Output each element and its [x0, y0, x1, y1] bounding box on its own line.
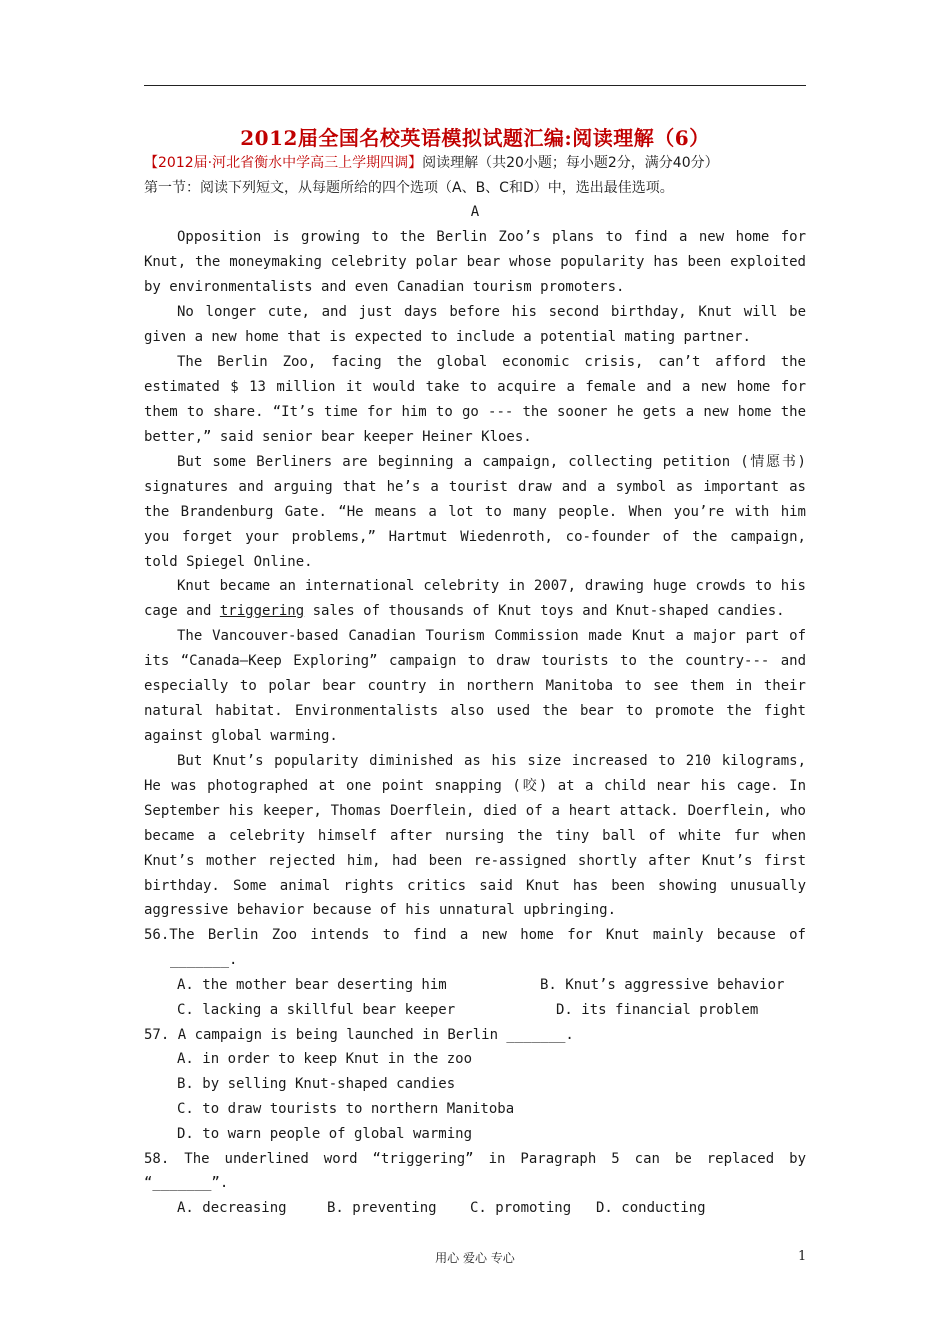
source-description: 阅读理解（共20小题；每小题2分，满分40分） [422, 155, 719, 171]
passage-line: its “Canada—Keep Exploring” campaign to draw tourists to the country--- and [144, 653, 806, 669]
question-57-option-b: B. by selling Knut-shaped candies [177, 1076, 456, 1092]
question-58-option-d: D. conducting [596, 1200, 706, 1216]
passage-line: Opposition is growing to the Berlin Zoo’s plans to find a new home for [177, 229, 806, 245]
question-56-stem: 56.The Berlin Zoo intends to find a new home for Knut mainly because of [144, 927, 806, 943]
passage-line: The Vancouver-based Canadian Tourism Commission made Knut a major part of [177, 628, 806, 644]
page-number: 1 [798, 1249, 807, 1264]
question-56-option-b: B. Knut’s aggressive behavior [540, 977, 785, 993]
passage-line: became a celebrity himself after nursing the tiny ball of white fur when [144, 828, 806, 844]
passage-fragment: cage and [144, 603, 220, 619]
passage-line: aggressive behavior because of his unnatural upbringing. [144, 902, 617, 918]
passage-line: by environmentalists and even Canadian tourism promoters. [144, 279, 625, 295]
passage-line [144, 600, 806, 622]
source-tag: 【2012届·河北省衡水中学高三上学期四调】 [144, 155, 423, 171]
passage-line: He was photographed at one point snapping (咬) at a child near his cage. In [144, 778, 806, 794]
page-footer: 用心 爱心 专心 [435, 1251, 515, 1265]
source-line [144, 152, 814, 172]
passage-line: But some Berliners are beginning a campaign, collecting petition (情愿书) [177, 454, 806, 470]
question-57-option-d: D. to warn people of global warming [177, 1126, 473, 1142]
page-title: 2012届全国名校英语模拟试题汇编:阅读理解（6） [240, 126, 710, 150]
question-58-option-c: C. promoting [470, 1200, 572, 1216]
question-57-stem: 57. A campaign is being launched in Berlin _______. [144, 1027, 574, 1043]
question-56-blank: _______. [170, 952, 238, 968]
question-57-option-c: C. to draw tourists to northern Manitoba [177, 1101, 515, 1117]
passage-line: them to share. “It’s time for him to go --- the sooner he gets a new home the [144, 404, 806, 420]
passage-fragment: sales of thousands of Knut toys and Knut-shaped candies. [304, 603, 785, 619]
question-58-option-a: A. decreasing [177, 1200, 287, 1216]
passage-line: especially to polar bear country in northern Manitoba to see them in their [144, 678, 806, 694]
passage-line: given a new home that is expected to include a potential mating partner. [144, 329, 751, 345]
question-56-option-c: C. lacking a skillful bear keeper [177, 1002, 456, 1018]
header-rule [144, 85, 806, 86]
passage-line: the Brandenburg Gate. “He means a lot to many people. When you’re with him [144, 504, 806, 520]
passage-line: against global warming. [144, 728, 338, 744]
question-57-option-a: A. in order to keep Knut in the zoo [177, 1051, 473, 1067]
passage-line: birthday. Some animal rights critics said Knut has been showing unusually [144, 878, 806, 894]
passage-line: Knut, the moneymaking celebrity polar bear whose popularity has been exploited [144, 254, 806, 270]
passage-line: told Spiegel Online. [144, 554, 313, 570]
passage-line: Knut became an international celebrity in 2007, drawing huge crowds to his [177, 578, 806, 594]
passage-line: estimated $ 13 million it would take to acquire a female and a new home for [144, 379, 806, 395]
question-58-option-b: B. preventing [327, 1200, 437, 1216]
passage-line: natural habitat. Environmentalists also used the bear to promote the fight [144, 703, 806, 719]
passage-line: better,” said senior bear keeper Heiner Kloes. [144, 429, 532, 445]
passage-line: The Berlin Zoo, facing the global economic crisis, can’t afford the [177, 354, 806, 370]
passage-line: you forget your problems,” Hartmut Wiedenroth, co-founder of the campaign, [144, 529, 806, 545]
passage-line: Knut’s mother rejected him, had been re-assigned shortly after Knut’s first [144, 853, 806, 869]
question-58-stem: 58. The underlined word “triggering” in Paragraph 5 can be replaced by [144, 1151, 806, 1167]
underlined-word: triggering [219, 603, 305, 619]
question-56-option-a: A. the mother bear deserting him [177, 977, 447, 993]
passage-line: No longer cute, and just days before his second birthday, Knut will be [177, 304, 806, 320]
passage-line: September his keeper, Thomas Doerflein, died of a heart attack. Doerflein, who [144, 803, 806, 819]
question-56-option-d: D. its financial problem [556, 1002, 759, 1018]
passage-line: signatures and arguing that he’s a tourist draw and a symbol as important as [144, 479, 806, 495]
section-instruction: 第一节：阅读下列短文，从每题所给的四个选项（A、B、C和D）中，选出最佳选项。 [144, 180, 674, 196]
question-58-blank: “_______”. [144, 1175, 229, 1191]
passage-line: But Knut’s popularity diminished as his size increased to 210 kilograms, [177, 753, 806, 769]
passage-label: A [470, 204, 480, 220]
